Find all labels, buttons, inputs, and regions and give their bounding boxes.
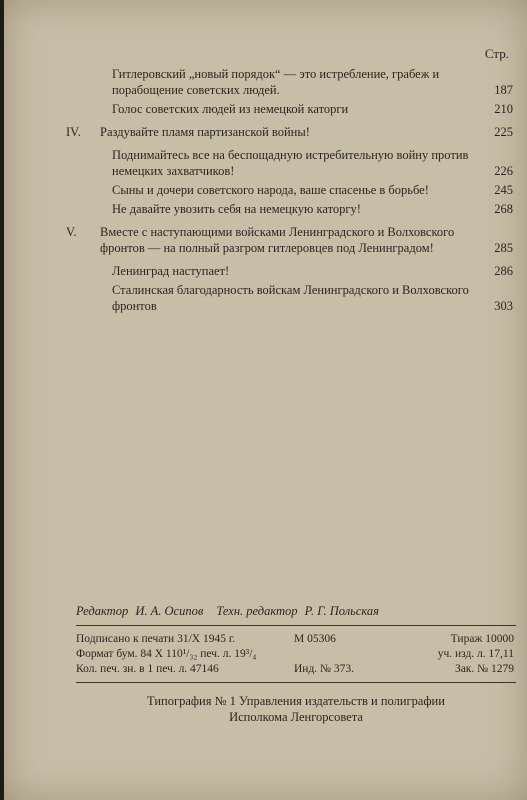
toc-section bbox=[66, 124, 513, 140]
toc-entry bbox=[112, 201, 513, 217]
imprint-block bbox=[76, 626, 516, 683]
section-number: V. bbox=[66, 225, 77, 239]
tech-editor-name: Р. Г. Польская bbox=[304, 604, 379, 618]
toc-entry-title: Поднимайтесь все на беспощадную истребительную войну против немецких захватчиков! bbox=[112, 148, 469, 178]
toc-entry-title: Не давайте увозить себя на немецкую каторгу! bbox=[112, 202, 361, 216]
toc-page-number: 285 bbox=[494, 241, 513, 255]
colophon bbox=[76, 604, 516, 725]
toc-entry bbox=[112, 66, 513, 98]
toc-entry bbox=[112, 282, 513, 314]
editor-label: Редактор bbox=[76, 604, 129, 618]
printer-line-2: Исполкома Ленгорсовета bbox=[229, 710, 363, 724]
toc-page-number: 286 bbox=[494, 264, 513, 278]
editor-name: И. А. Осипов bbox=[135, 604, 204, 618]
toc-entry bbox=[112, 101, 513, 117]
section-number: IV. bbox=[66, 125, 81, 139]
toc-entry-title: Ленинград наступает! bbox=[112, 264, 230, 278]
print-run: Тираж 10000 bbox=[450, 633, 514, 645]
toc-entry bbox=[112, 263, 513, 279]
toc-page-number: 187 bbox=[494, 83, 513, 97]
toc-entry-title: Раздувайте пламя партизанской войны! bbox=[100, 125, 310, 139]
table-of-contents bbox=[4, 66, 527, 317]
signed-date: Подписано к печати 31/X 1945 г. bbox=[76, 633, 236, 645]
chars-per-sheet: Кол. печ. зн. в 1 печ. л. 47146 bbox=[76, 663, 219, 675]
toc-page-number: 245 bbox=[494, 183, 513, 197]
printer-info bbox=[76, 683, 516, 725]
toc-entry-title: Сталинская благодарность войскам Ленинградского и Волховского фронтов bbox=[112, 283, 469, 313]
editors-line bbox=[76, 604, 516, 626]
m-code: М 05306 bbox=[294, 633, 336, 645]
toc-entry-title: Гитлеровский „новый порядок“ — это истребление, грабеж и порабощение советских людей. bbox=[112, 67, 440, 97]
paper-format: Формат бум. 84 X 110¹/₃₂ печ. л. 19³/₄ bbox=[76, 648, 257, 660]
order-number: Зак. № 1279 bbox=[454, 663, 514, 675]
toc-entry bbox=[112, 182, 513, 198]
publisher-sheets: уч. изд. л. 17,11 bbox=[437, 648, 514, 660]
toc-entry-title: Голос советских людей из немецкой каторги bbox=[112, 102, 349, 116]
toc-page-number: 210 bbox=[494, 102, 513, 116]
toc-entry-title: Вместе с наступающими войсками Ленинградского и Волховского фронтов — на полный разгром гитлеровцев под Ленинградом! bbox=[100, 225, 455, 255]
toc-entry bbox=[112, 147, 513, 179]
toc-page-number: 225 bbox=[494, 125, 513, 139]
toc-page-number: 303 bbox=[494, 299, 513, 313]
printer-line-1: Типография № 1 Управления издательств и полиграфии bbox=[147, 694, 445, 708]
toc-section bbox=[66, 224, 513, 256]
toc-page-number: 268 bbox=[494, 202, 513, 216]
toc-page-number: 226 bbox=[494, 164, 513, 178]
toc-entry-title: Сыны и дочери советского народа, ваше спасенье в борьбе! bbox=[112, 183, 429, 197]
book-page bbox=[4, 0, 527, 800]
tech-editor-label: Техн. редактор bbox=[216, 604, 298, 618]
index-number: Инд. № 373. bbox=[294, 663, 355, 675]
page-column-header: Стр. bbox=[484, 46, 509, 61]
